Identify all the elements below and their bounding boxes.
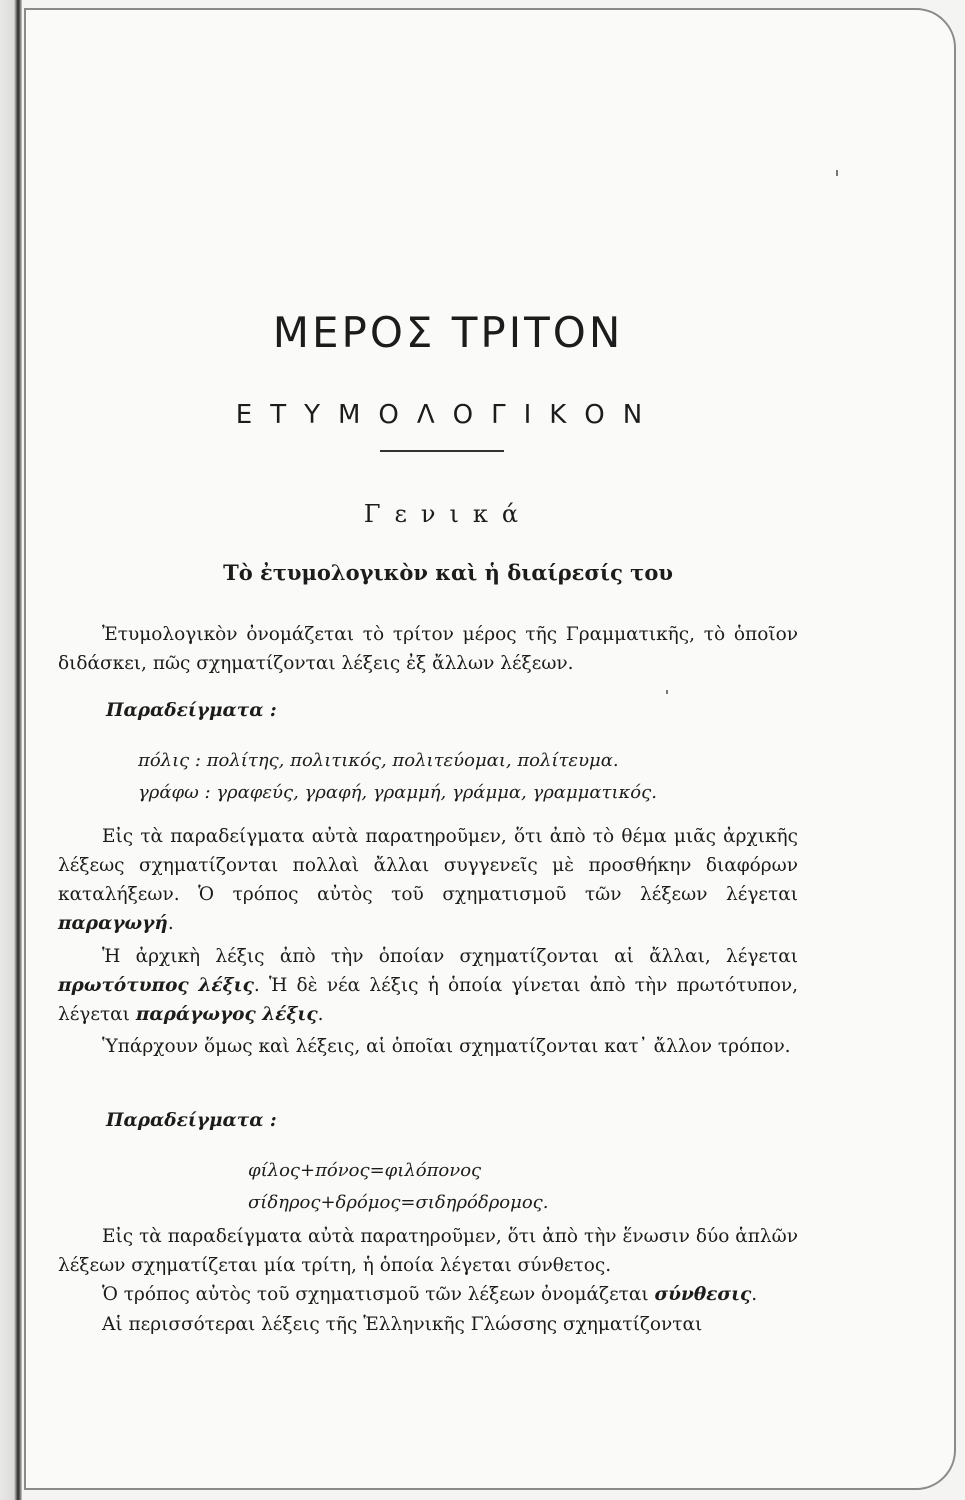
composition-text-2: . <box>751 1284 758 1305</box>
last-line-text: Αἱ περισσότεραι λέξεις τῆς Ἑλληνικῆς Γλώσσης σχηματίζονται <box>102 1314 703 1335</box>
term-paragogos: παράγωγος λέξις <box>135 1004 318 1025</box>
term-synthesis: σύνθεσις <box>654 1284 752 1305</box>
compound-paragraph <box>58 1222 798 1280</box>
primary-word-paragraph <box>58 942 798 1029</box>
title-divider <box>380 450 504 452</box>
term-prototypos: πρωτότυπος λέξις <box>58 975 254 996</box>
last-line-paragraph <box>58 1310 798 1339</box>
part-title: ΜΕΡΟΣ ΤΡΙΤΟΝ <box>272 308 624 357</box>
page-speck <box>836 170 838 176</box>
example-grafo: γράφω : γραφεύς, γραφή, γραμμή, γράμμα, γραμματικός. <box>138 782 657 803</box>
example-filoponos: φίλος+πόνος=φιλόπονος <box>248 1160 482 1181</box>
example-sidirodromos: σίδηρος+δρόμος=σιδηρόδρομος. <box>248 1192 549 1213</box>
other-ways-paragraph <box>58 1032 798 1061</box>
derivation-paragraph <box>58 822 798 938</box>
intro-text: Ἐτυμολογικὸν ὀνομάζεται τὸ τρίτον μέρος τῆς Γραμματικῆς, τὸ ὁποῖον διδάσκει, πῶς σχηματίζονται λέξεις ἐξ ἄλλων λέξεων. <box>58 624 798 674</box>
compound-text: Εἰς τὰ παραδείγματα αὐτὰ παρατηροῦμεν, ὅτι ἀπὸ τὴν ἕνωσιν δύο ἁπλῶν λέξεων σχηματίζεται μία τρίτη, ἡ ὁποία λέγεται σύνθετος. <box>58 1226 798 1276</box>
book-binding-edge <box>0 0 22 1500</box>
subheading: Τὸ ἐτυμολογικὸν καὶ ἡ διαίρεσίς του <box>223 560 673 585</box>
derivation-text-2: . <box>167 913 174 934</box>
section-title: ΕΤΥΜΟΛΟΓΙΚΟΝ <box>235 400 661 430</box>
other-ways-text: Ὑπάρχουν ὅμως καὶ λέξεις, αἱ ὁποῖαι σχηματίζονται κατ᾽ ἄλλον τρόπον. <box>102 1036 791 1057</box>
primary-text-2: . Ἡ δὲ νέα λέξις ἡ ὁποία γίνεται ἀπὸ τὴν πρωτότυπον, λέγεται <box>58 975 798 1025</box>
examples-label-1: Παραδείγματα : <box>106 700 277 721</box>
intro-paragraph <box>58 620 798 678</box>
chapter-title: Γενικά <box>363 500 533 528</box>
page-speck <box>666 690 668 694</box>
examples-label-2: Παραδείγματα : <box>106 1110 277 1131</box>
composition-paragraph <box>58 1280 798 1309</box>
term-paragogi: παραγωγή <box>58 913 168 934</box>
composition-text-1: Ὁ τρόπος αὐτὸς τοῦ σχηματισμοῦ τῶν λέξεων ὀνομάζεται <box>102 1284 655 1305</box>
example-polis: πόλις : πολίτης, πολιτικός, πολιτεύομαι, πολίτευμα. <box>138 750 619 771</box>
book-page <box>24 8 956 1490</box>
primary-text-1: Ἡ ἀρχικὴ λέξις ἀπὸ τὴν ὁποίαν σχηματίζονται αἱ ἄλλαι, λέγεται <box>102 946 798 967</box>
primary-text-3: . <box>317 1004 324 1025</box>
derivation-text-1: Εἰς τὰ παραδείγματα αὐτὰ παρατηροῦμεν, ὅτι ἀπὸ τὸ θέμα μιᾶς ἀρχικῆς λέξεως σχηματίζονται πολλαὶ ἄλλαι συγγενεῖς μὲ προσθήκην διαφόρων καταλήξεων. Ὁ τρόπος αὐτὸς τοῦ σχηματισμοῦ τῶν λέξεων λέγεται <box>58 826 798 905</box>
